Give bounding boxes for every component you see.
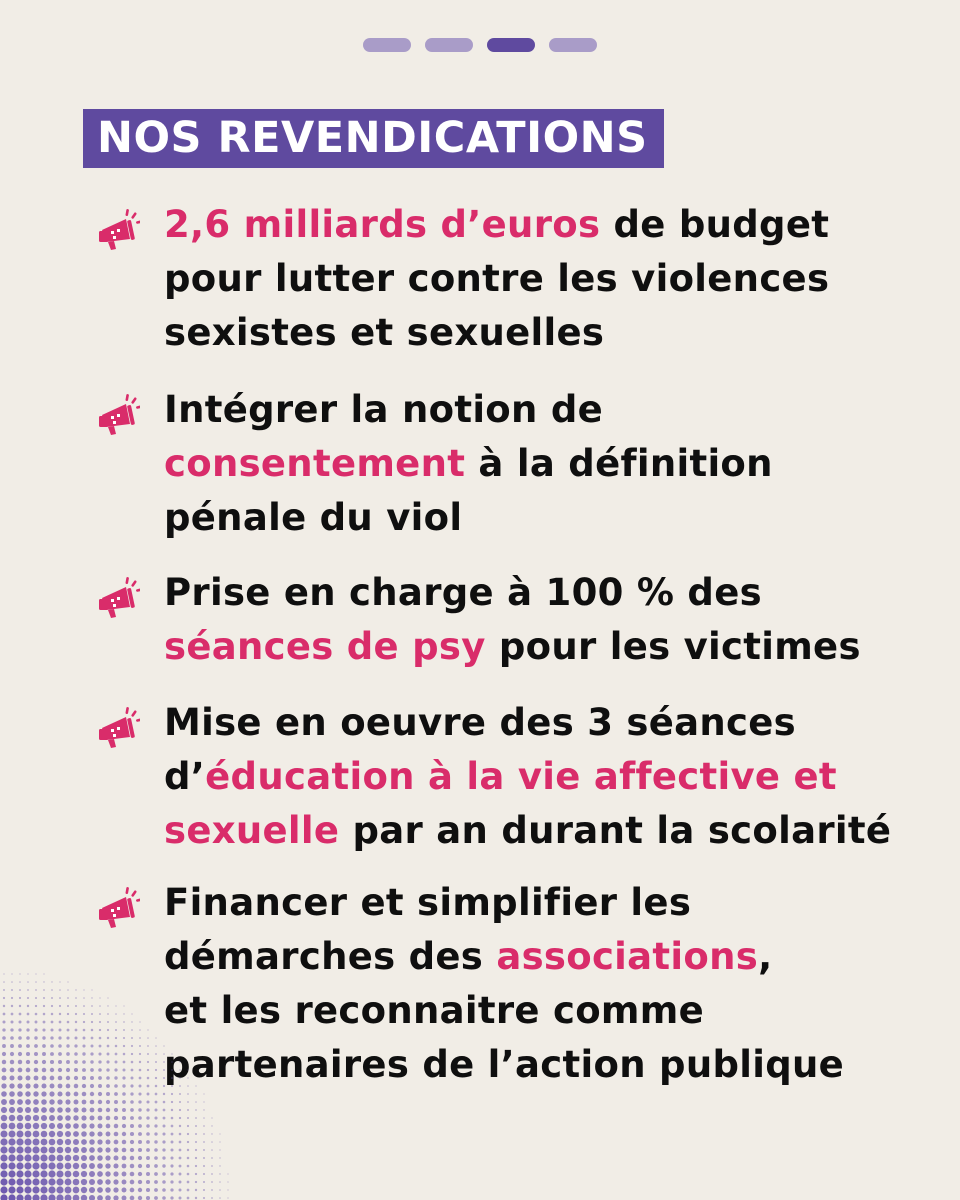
- demand-text: [164, 383, 944, 545]
- body-text: de budget: [600, 203, 830, 246]
- demand-line: [164, 620, 944, 674]
- demand-line: [164, 198, 944, 252]
- demand-line: Mise en oeuvre des 3 séances: [164, 701, 796, 744]
- demand-line: [164, 437, 944, 491]
- demand-line: Intégrer la notion de: [164, 388, 604, 431]
- megaphone-icon: [96, 574, 140, 618]
- demand-text: [164, 876, 944, 1092]
- demand-line: [164, 804, 944, 858]
- body-text: par an durant la scolarité: [339, 809, 892, 852]
- demand-line: Financer et simplifier les: [164, 881, 692, 924]
- demand-line: Prise en charge à 100 % des: [164, 571, 762, 614]
- highlight-text: éducation à la vie affective et: [205, 755, 837, 798]
- megaphone-icon: [96, 391, 140, 435]
- demand-text: [164, 696, 944, 858]
- pagination-dots: [0, 38, 960, 52]
- page-dot-1[interactable]: [363, 38, 411, 52]
- body-text: ,: [758, 935, 773, 978]
- halftone-decoration: [0, 970, 230, 1200]
- highlight-text: consentement: [164, 442, 466, 485]
- page-title: NOS REVENDICATIONS: [83, 109, 664, 168]
- highlight-text: 2,6 milliards d’euros: [164, 203, 601, 246]
- page-dot-3-active[interactable]: [487, 38, 535, 52]
- body-text: d’: [164, 755, 206, 798]
- highlight-text: sexuelle: [164, 809, 340, 852]
- demand-line: pénale du viol: [164, 496, 463, 539]
- body-text: démarches des: [164, 935, 497, 978]
- body-text: pour les victimes: [485, 625, 861, 668]
- megaphone-icon: [96, 884, 140, 928]
- demand-line: et les reconnaitre comme: [164, 989, 705, 1032]
- page-dot-4[interactable]: [549, 38, 597, 52]
- demand-line: [164, 750, 944, 804]
- megaphone-icon: [96, 206, 140, 250]
- demand-text: [164, 566, 944, 674]
- page-dot-2[interactable]: [425, 38, 473, 52]
- highlight-text: séances de psy: [164, 625, 486, 668]
- demand-line: sexistes et sexuelles: [164, 311, 605, 354]
- highlight-text: associations: [496, 935, 759, 978]
- demand-text: [164, 198, 944, 360]
- demand-line: pour lutter contre les violences: [164, 257, 830, 300]
- body-text: à la définition: [465, 442, 773, 485]
- megaphone-icon: [96, 704, 140, 748]
- demand-line: [164, 930, 944, 984]
- demand-line: partenaires de l’action publique: [164, 1043, 845, 1086]
